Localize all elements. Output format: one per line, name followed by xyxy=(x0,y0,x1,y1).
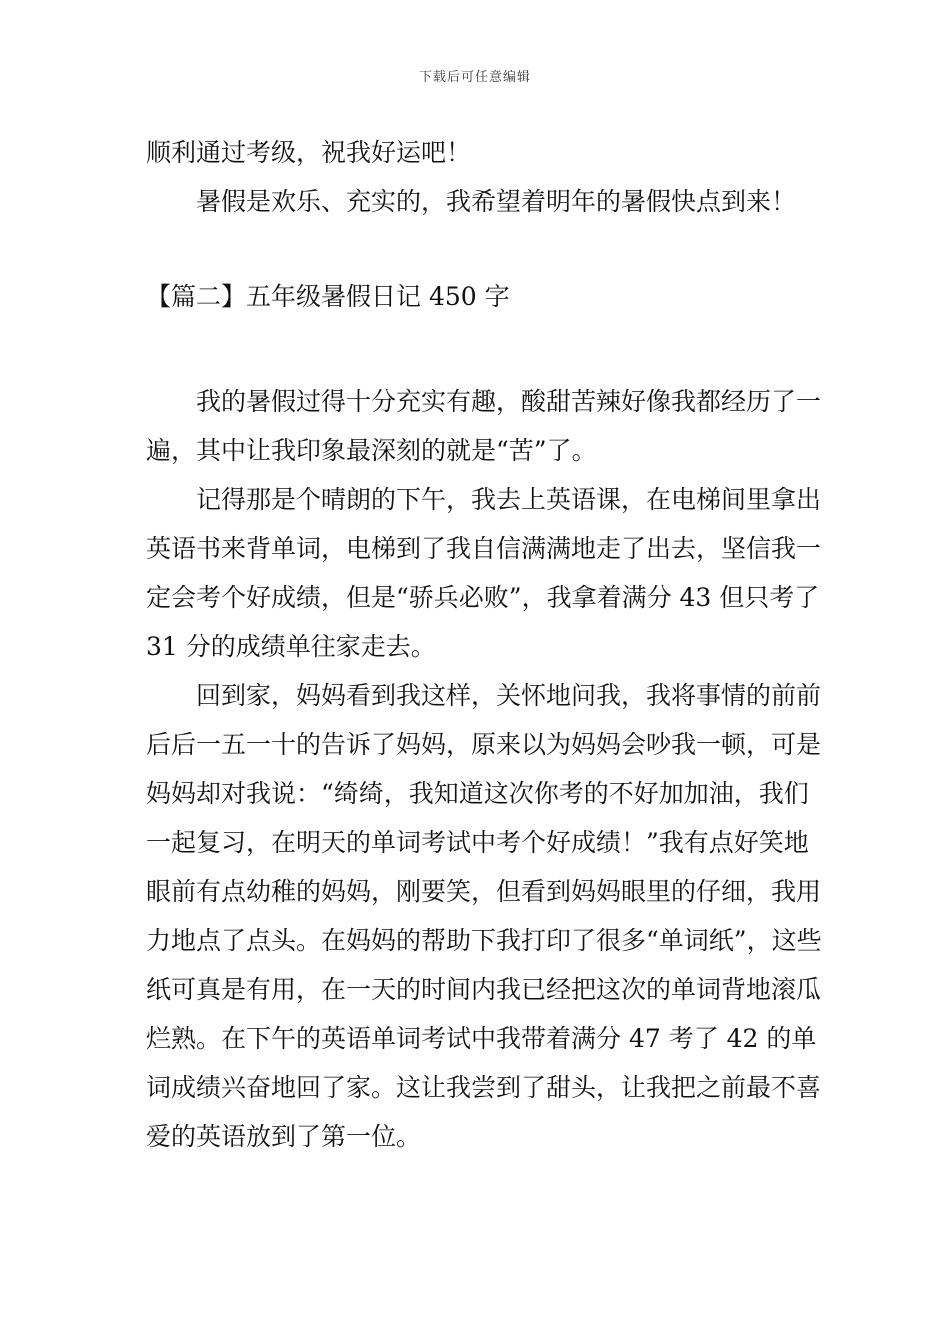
section-title: 【篇二】五年级暑假日记 450 字 xyxy=(146,282,510,311)
body-paragraph-1: 我的暑假过得十分充实有趣，酸甜苦辣好像我都经历了一遍，其中让我印象最深刻的就是“苦”了。 xyxy=(146,387,822,465)
body-paragraph-3: 回到家，妈妈看到我这样，关怀地问我，我将事情的前前后后一五一十的告诉了妈妈，原来以为妈妈会吵我一顿，可是妈妈却对我说：“绮绮，我知道这次你考的不好加加油，我们一起复习，在明天的单词考试中考个好成绩！”我有点好笑地眼前有点幼稚的妈妈，刚要笑，但看到妈妈眼里的仔细，我用力地点了点头。在妈妈的帮助下我打印了很多“单词纸”，这些纸可真是有用，在一天的时间内我已经把这次的单词背地滚瓜烂熟。在下午的英语单词考试中我带着满分 47 考了 42 的单词成绩兴奋地回了家。这让我尝到了甜头，让我把之前最不喜爱的英语放到了第一位。 xyxy=(146,681,822,1151)
header-note: 下载后可任意编辑 xyxy=(418,70,531,85)
document-body xyxy=(146,128,826,1161)
body-paragraph-2: 记得那是个晴朗的下午，我去上英语课，在电梯间里拿出英语书来背单词，电梯到了我自信满满地走了出去，坚信我一定会考个好成绩，但是“骄兵必败”，我拿着满分 43 但只考了 31 分的成绩单往家走去。 xyxy=(146,485,822,661)
spacer xyxy=(146,321,826,377)
closing-paragraph: 暑假是欢乐、充实的，我希望着明年的暑假快点到来！ xyxy=(196,187,797,216)
spacer xyxy=(146,226,826,272)
continuation-paragraph: 顺利通过考级，祝我好运吧！ xyxy=(146,138,472,167)
